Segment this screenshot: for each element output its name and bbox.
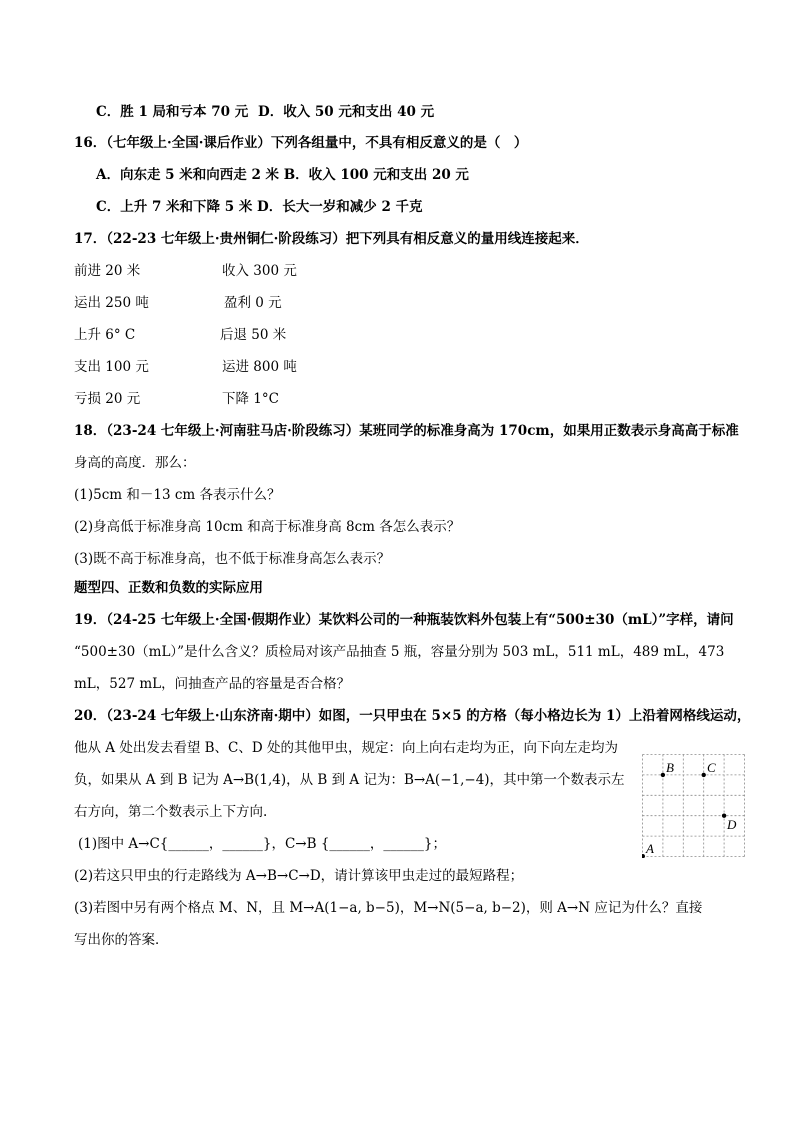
label-c: C <box>707 760 716 775</box>
q17-left-1: 前进 20 米 <box>74 263 141 279</box>
label-d: D <box>727 817 737 832</box>
grid-svg <box>642 754 746 858</box>
q20-part-3a: (3)若图中另有两个格点 M、N，且 M→A(1−a, b−5)，M→N(5−a, b−2)，则 A→N 应记为什么？直接 <box>74 900 703 916</box>
q17-right-5: 下降 1°C <box>222 391 279 407</box>
q17-left-2: 运出 250 吨 <box>74 295 149 311</box>
q19-line-3: mL，527 mL，问抽查产品的容量是否合格？ <box>74 676 351 692</box>
q15-option-d: D．收入 50 元和支出 40 元 <box>258 104 435 120</box>
q20-part-1: (1)图中 A→C{______，______}，C→B {______，______}； <box>78 836 447 852</box>
q17-right-1: 收入 300 元 <box>222 263 297 279</box>
q16-options-ab: A．向东走 5 米和向西走 2 米 B．收入 100 元和支出 20 元 <box>96 167 469 183</box>
q17-left-3: 上升 6° C <box>74 327 136 343</box>
point-b <box>661 773 665 777</box>
label-b: B <box>666 760 674 775</box>
q17-left-5: 亏损 20 元 <box>74 391 141 407</box>
q20-line-2: 他从 A 处出发去看望 B、C、D 处的其他甲虫，规定：向上向右走均为正，向下向左走均为 <box>74 740 618 756</box>
beetle-grid-figure <box>642 754 746 858</box>
q20-line-3: 负，如果从 A 到 B 记为 A→B(1,4)，从 B 到 A 记为：B→A(−1,−4)，其中第一个数表示左 <box>74 772 625 788</box>
q20-line-4: 右方向，第二个数表示上下方向. <box>74 804 268 820</box>
q17-left-4: 支出 100 元 <box>74 359 149 375</box>
q18-stem-line1: 18．（23-24 七年级上·河南驻马店·阶段练习）某班同学的标准身高为 170cm，如果用正数表示身高高于标准 <box>74 423 739 439</box>
q20-part-2: (2)若这只甲虫的行走路线为 A→B→C→D，请计算该甲虫走过的最短路程； <box>74 868 524 884</box>
grid-lines <box>643 755 745 857</box>
point-a <box>642 854 645 858</box>
q18-part-3: (3)既不高于标准身高，也不低于标准身高怎么表示？ <box>74 551 391 567</box>
q16-stem: 16．（七年级上·全国·课后作业）下列各组量中，不具有相反意义的是（ ） <box>74 135 528 151</box>
q17-right-4: 运进 800 吨 <box>222 359 297 375</box>
q19-line-1: 19．（24-25 七年级上·全国·假期作业）某饮料公司的一种瓶装饮料外包装上有“500±30（mL）”字样，请问 <box>74 612 734 628</box>
label-a: A <box>646 841 654 856</box>
q16-options-cd: C．上升 7 米和下降 5 米 D．长大一岁和减少 2 千克 <box>96 199 423 215</box>
q18-part-1: (1)5cm 和－13 cm 各表示什么？ <box>74 487 281 503</box>
q20-part-3b: 写出你的答案． <box>74 932 169 948</box>
q18-part-2: (2)身高低于标准身高 10cm 和高于标准身高 8cm 各怎么表示？ <box>74 519 461 535</box>
q17-stem: 17．（22-23 七年级上·贵州铜仁·阶段练习）把下列具有相反意义的量用线连接起来． <box>74 231 589 247</box>
q17-right-2: 盈利 0 元 <box>224 295 282 311</box>
q18-stem-line2: 身高的高度．那么： <box>74 455 196 471</box>
point-c <box>702 773 706 777</box>
q17-right-3: 后退 50 米 <box>220 327 287 343</box>
q20-line-1: 20．（23-24 七年级上·山东济南·期中）如图，一只甲虫在 5×5 的方格（每小格边长为 1）上沿着网格线运动， <box>74 708 751 724</box>
q15-option-c: C．胜 1 局和亏本 70 元 <box>96 104 249 120</box>
q19-line-2: “500±30（mL）”是什么含义？质检局对该产品抽查 5 瓶，容量分别为 503 mL，511 mL，489 mL，473 <box>74 644 725 660</box>
point-d <box>722 814 726 818</box>
section-heading: 题型四、正数和负数的实际应用 <box>74 580 263 596</box>
